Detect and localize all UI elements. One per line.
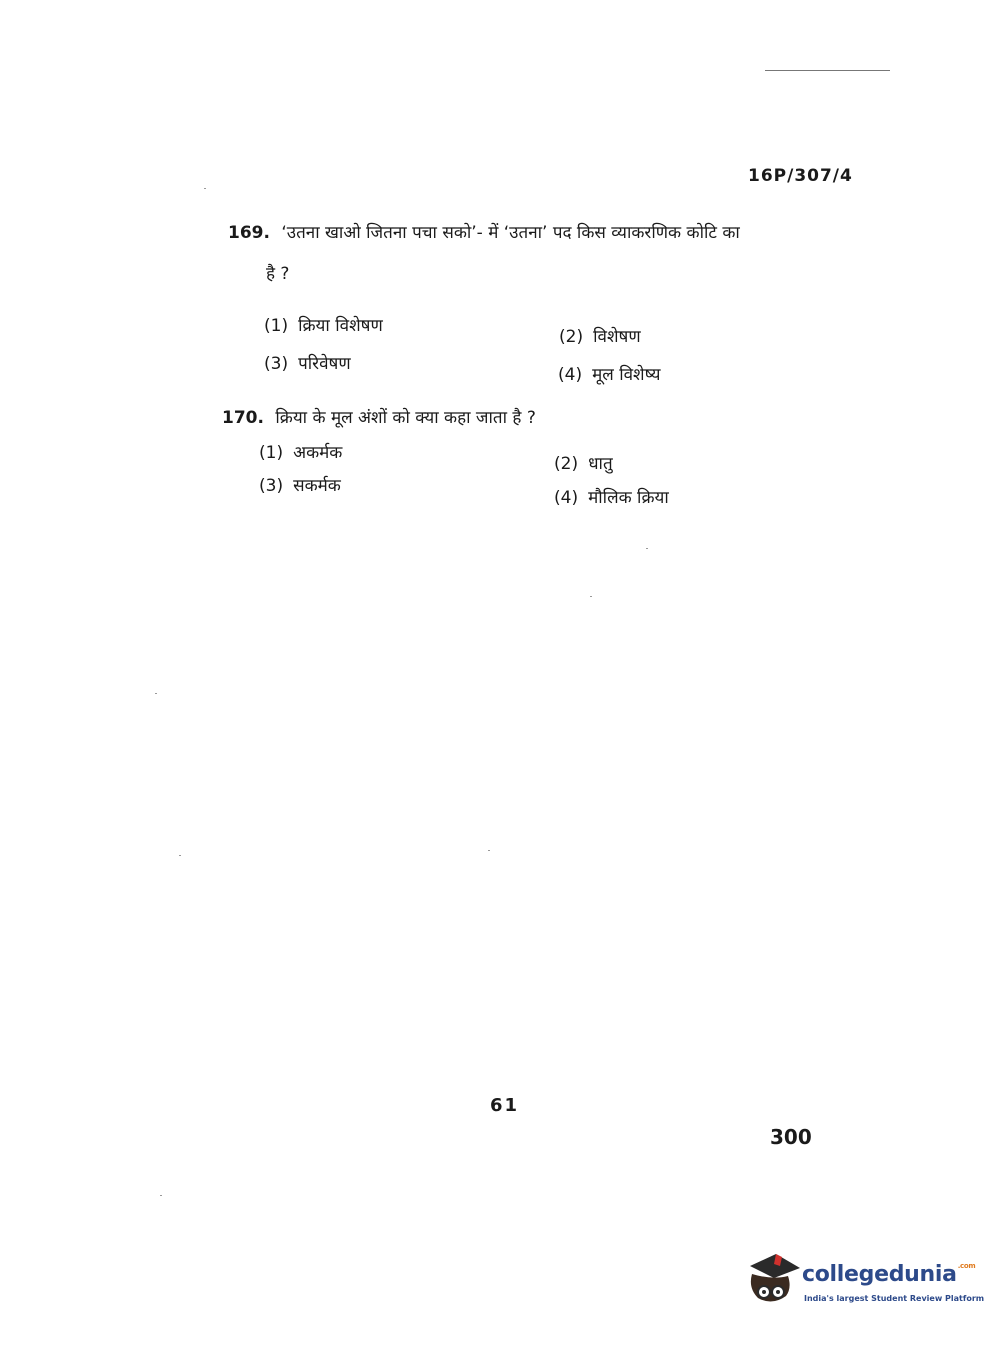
question-169	[228, 220, 740, 243]
brand-name: collegedunia$^{.com}$	[802, 1262, 976, 1287]
collegedunia-logo	[742, 1248, 985, 1308]
scan-speck	[204, 188, 206, 189]
paper-code: 16P/307/4	[748, 166, 853, 186]
option-169-3	[264, 351, 351, 374]
option-text: परिवेषण	[298, 354, 351, 374]
option-number: (4)	[558, 365, 583, 385]
scan-speck	[179, 855, 181, 856]
option-number: (1)	[259, 443, 284, 463]
option-number: (2)	[554, 454, 579, 474]
question-169-continuation: है ?	[266, 264, 290, 284]
option-170-3	[259, 473, 341, 496]
scan-speck	[155, 693, 157, 694]
option-text: अकर्मक	[293, 443, 343, 463]
scan-speck	[646, 548, 648, 549]
option-text: धातु	[588, 454, 613, 474]
scan-speck	[160, 1195, 162, 1196]
option-text: मूल विशेष्य	[592, 365, 661, 385]
option-170-2	[554, 451, 613, 474]
option-number: (3)	[259, 476, 284, 496]
mascot-icon	[742, 1248, 802, 1308]
option-170-4	[554, 485, 669, 508]
option-169-4	[558, 362, 661, 385]
option-169-1	[264, 313, 383, 336]
option-169-2	[559, 324, 641, 347]
option-number: (3)	[264, 354, 289, 374]
option-number: (4)	[554, 488, 579, 508]
top-rule	[765, 70, 890, 71]
page-number: 61	[490, 1095, 520, 1116]
option-number: (2)	[559, 327, 584, 347]
option-text: सकर्मक	[293, 476, 341, 496]
question-number: 170.	[222, 408, 264, 428]
marks-number: 300	[770, 1125, 812, 1149]
option-number: (1)	[264, 316, 289, 336]
option-text: विशेषण	[593, 327, 641, 347]
scan-speck	[590, 596, 592, 597]
option-text: मौलिक क्रिया	[588, 488, 669, 508]
brand-tagline: India's largest Student Review Platform	[804, 1294, 985, 1303]
question-number: 169.	[228, 223, 270, 243]
question-text: क्रिया के मूल अंशों को क्या कहा जाता है ?	[275, 408, 536, 428]
question-text: ‘उतना खाओ जितना पचा सको’- में ‘उतना’ पद किस व्याकरणिक कोटि का	[281, 223, 740, 243]
scan-speck	[488, 850, 490, 851]
option-170-1	[259, 440, 342, 463]
option-text: क्रिया विशेषण	[298, 316, 383, 336]
question-170	[222, 405, 536, 428]
